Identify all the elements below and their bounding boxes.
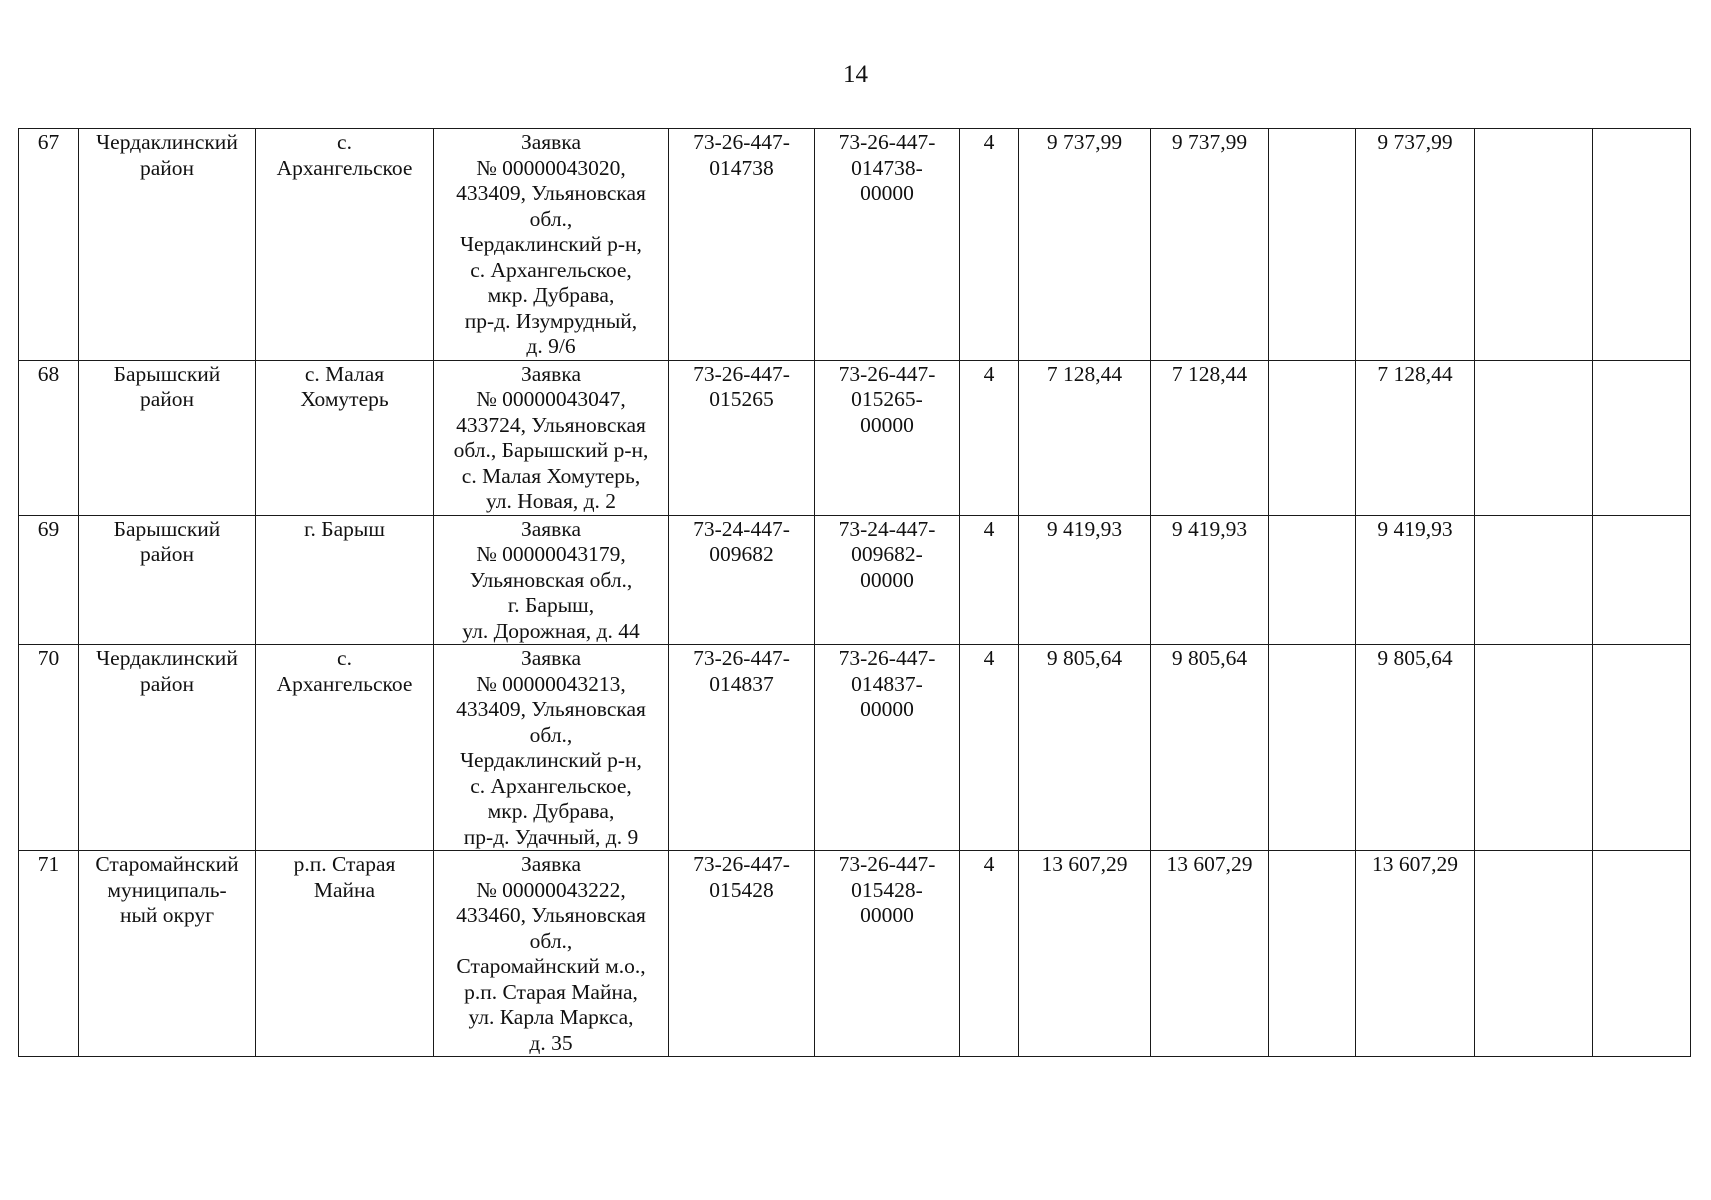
application-cell <box>434 515 669 645</box>
code-cell <box>669 129 815 361</box>
locality-cell <box>256 515 434 645</box>
district-line: муниципаль- <box>107 877 227 902</box>
code-full-line: 00000 <box>860 567 914 592</box>
quantity-cell: 4 <box>960 129 1019 361</box>
district-cell <box>79 360 256 515</box>
application-line: Заявка <box>520 646 582 670</box>
extra1-cell <box>1475 645 1593 851</box>
application-line: с. Архангельское, <box>470 773 632 798</box>
locality-line: р.п. Старая <box>293 852 396 876</box>
application-line: мкр. Дубрава, <box>487 283 615 307</box>
amount1-cell: 9 419,93 <box>1019 515 1151 645</box>
application-line: мкр. Дубрава, <box>487 799 615 823</box>
code-full-line: 009682- <box>851 542 923 566</box>
locality-cell <box>256 360 434 515</box>
code-full-line: 73-26-447- <box>838 646 936 670</box>
extra1-cell <box>1475 129 1593 361</box>
code-full-line: 73-26-447- <box>838 130 936 154</box>
code-full-line: 014837- <box>851 671 923 696</box>
district-line: район <box>139 387 195 411</box>
application-line: Чердаклинский р-н, <box>460 232 642 256</box>
application-line: обл., Барышский р-н, <box>453 438 649 462</box>
district-line: Чердаклинский <box>96 646 238 670</box>
table-row <box>19 851 1691 1057</box>
application-cell <box>434 129 669 361</box>
application-line: № 00000043213, <box>476 671 626 696</box>
district-line: район <box>139 542 195 566</box>
application-line: д. 9/6 <box>526 334 576 358</box>
application-line: 433409, Ульяновская <box>456 697 646 721</box>
application-line: № 00000043047, <box>476 387 626 411</box>
application-line: Заявка <box>520 361 582 386</box>
code-line: 73-24-447- <box>693 516 790 541</box>
district-line: район <box>139 671 195 696</box>
amount2-cell: 9 805,64 <box>1151 645 1269 851</box>
application-line: Старомайнский м.о., <box>456 954 646 978</box>
application-line: с. Малая Хомутерь, <box>461 463 641 488</box>
extra2-cell <box>1593 645 1691 851</box>
code-full-line: 00000 <box>860 903 914 927</box>
code-full-cell <box>815 645 960 851</box>
code-full-line: 015265- <box>851 387 923 411</box>
locality-cell <box>256 851 434 1057</box>
extra2-cell <box>1593 515 1691 645</box>
application-cell <box>434 360 669 515</box>
amount3-cell <box>1269 645 1356 851</box>
application-line: № 00000043179, <box>476 542 626 566</box>
application-line: пр-д. Изумрудный, <box>464 308 638 333</box>
amount4-cell: 13 607,29 <box>1356 851 1475 1057</box>
amount2-cell: 13 607,29 <box>1151 851 1269 1057</box>
locality-line: с. <box>337 646 352 670</box>
application-line: обл., <box>529 206 573 231</box>
amount4-cell: 9 419,93 <box>1356 515 1475 645</box>
application-line: ул. Дорожная, д. 44 <box>462 618 640 643</box>
code-line: 73-26-447- <box>693 646 790 670</box>
amount4-cell: 9 737,99 <box>1356 129 1475 361</box>
district-cell <box>79 851 256 1057</box>
locality-line: Хомутерь <box>300 387 389 411</box>
amount4-cell: 7 128,44 <box>1356 360 1475 515</box>
code-cell <box>669 515 815 645</box>
code-cell <box>669 360 815 515</box>
quantity-cell: 4 <box>960 360 1019 515</box>
quantity-cell: 4 <box>960 645 1019 851</box>
application-line: обл., <box>529 722 573 747</box>
code-full-line: 73-26-447- <box>838 852 936 876</box>
amount3-cell <box>1269 851 1356 1057</box>
code-full-line: 014738- <box>851 155 923 180</box>
code-line: 014738 <box>709 155 774 180</box>
table-row <box>19 645 1691 851</box>
code-full-line: 00000 <box>860 697 914 721</box>
locality-cell <box>256 645 434 851</box>
code-full-line: 73-24-447- <box>838 516 936 541</box>
application-line: Чердаклинский р-н, <box>460 748 642 772</box>
code-line: 015428 <box>709 877 774 902</box>
district-line: Барышский <box>113 516 221 541</box>
application-line: № 00000043020, <box>476 155 626 180</box>
code-full-line: 00000 <box>860 412 914 437</box>
application-line: Заявка <box>520 130 582 154</box>
table-row <box>19 515 1691 645</box>
amount1-cell: 13 607,29 <box>1019 851 1151 1057</box>
district-line: Барышский <box>113 361 221 386</box>
code-line: 014837 <box>709 671 774 696</box>
row-number-cell: 68 <box>19 360 79 515</box>
extra1-cell <box>1475 360 1593 515</box>
locality-line: г. Барыш <box>304 516 385 541</box>
code-line: 73-26-447- <box>693 852 790 876</box>
code-full-cell <box>815 360 960 515</box>
code-line: 73-26-447- <box>693 130 790 154</box>
code-full-line: 00000 <box>860 181 914 205</box>
application-line: обл., <box>529 928 573 953</box>
code-full-cell <box>815 515 960 645</box>
table-row <box>19 129 1691 361</box>
amount2-cell: 9 737,99 <box>1151 129 1269 361</box>
extra1-cell <box>1475 851 1593 1057</box>
amount3-cell <box>1269 360 1356 515</box>
code-cell <box>669 851 815 1057</box>
district-line: Старомайнский <box>95 852 239 876</box>
application-line: № 00000043222, <box>476 877 626 902</box>
locality-line: Архангельское <box>276 671 413 696</box>
code-cell <box>669 645 815 851</box>
amount1-cell: 9 805,64 <box>1019 645 1151 851</box>
amount1-cell: 7 128,44 <box>1019 360 1151 515</box>
extra2-cell <box>1593 129 1691 361</box>
locality-cell <box>256 129 434 361</box>
code-full-line: 015428- <box>851 877 923 902</box>
application-cell <box>434 851 669 1057</box>
district-cell <box>79 645 256 851</box>
district-line: район <box>139 155 195 180</box>
row-number-cell: 69 <box>19 515 79 645</box>
row-number-cell: 71 <box>19 851 79 1057</box>
code-line: 009682 <box>709 542 774 566</box>
table-body <box>19 129 1691 1057</box>
district-cell <box>79 515 256 645</box>
application-line: 433460, Ульяновская <box>456 903 646 927</box>
amount4-cell: 9 805,64 <box>1356 645 1475 851</box>
application-line: 433724, Ульяновская <box>456 412 646 437</box>
application-line: 433409, Ульяновская <box>456 181 646 205</box>
application-line: Заявка <box>520 852 582 876</box>
district-line: ный округ <box>119 903 215 927</box>
district-line: Чердаклинский <box>96 130 238 154</box>
registry-table <box>18 128 1691 1057</box>
locality-line: Архангельское <box>276 155 413 180</box>
code-line: 015265 <box>709 387 774 411</box>
application-line: р.п. Старая Майна, <box>464 979 638 1004</box>
code-full-cell <box>815 851 960 1057</box>
amount3-cell <box>1269 515 1356 645</box>
extra2-cell <box>1593 851 1691 1057</box>
application-line: г. Барыш, <box>507 593 595 617</box>
district-cell <box>79 129 256 361</box>
amount3-cell <box>1269 129 1356 361</box>
quantity-cell: 4 <box>960 515 1019 645</box>
locality-line: с. <box>337 130 352 154</box>
extra2-cell <box>1593 360 1691 515</box>
table-row <box>19 360 1691 515</box>
application-cell <box>434 645 669 851</box>
application-line: ул. Новая, д. 2 <box>485 489 617 513</box>
application-line: с. Архангельское, <box>470 257 632 282</box>
page-number: 14 <box>843 61 868 88</box>
row-number-cell: 70 <box>19 645 79 851</box>
amount1-cell: 9 737,99 <box>1019 129 1151 361</box>
application-line: Ульяновская обл., <box>469 567 633 592</box>
application-line: Заявка <box>520 516 582 541</box>
quantity-cell: 4 <box>960 851 1019 1057</box>
amount2-cell: 9 419,93 <box>1151 515 1269 645</box>
locality-line: Майна <box>313 877 376 902</box>
application-line: д. 35 <box>529 1030 573 1055</box>
application-line: ул. Карла Маркса, <box>468 1005 634 1029</box>
code-full-cell <box>815 129 960 361</box>
locality-line: с. Малая <box>304 361 385 386</box>
application-line: пр-д. Удачный, д. 9 <box>463 824 639 849</box>
row-number-cell: 67 <box>19 129 79 361</box>
extra1-cell <box>1475 515 1593 645</box>
amount2-cell: 7 128,44 <box>1151 360 1269 515</box>
code-line: 73-26-447- <box>693 361 790 386</box>
code-full-line: 73-26-447- <box>838 361 936 386</box>
